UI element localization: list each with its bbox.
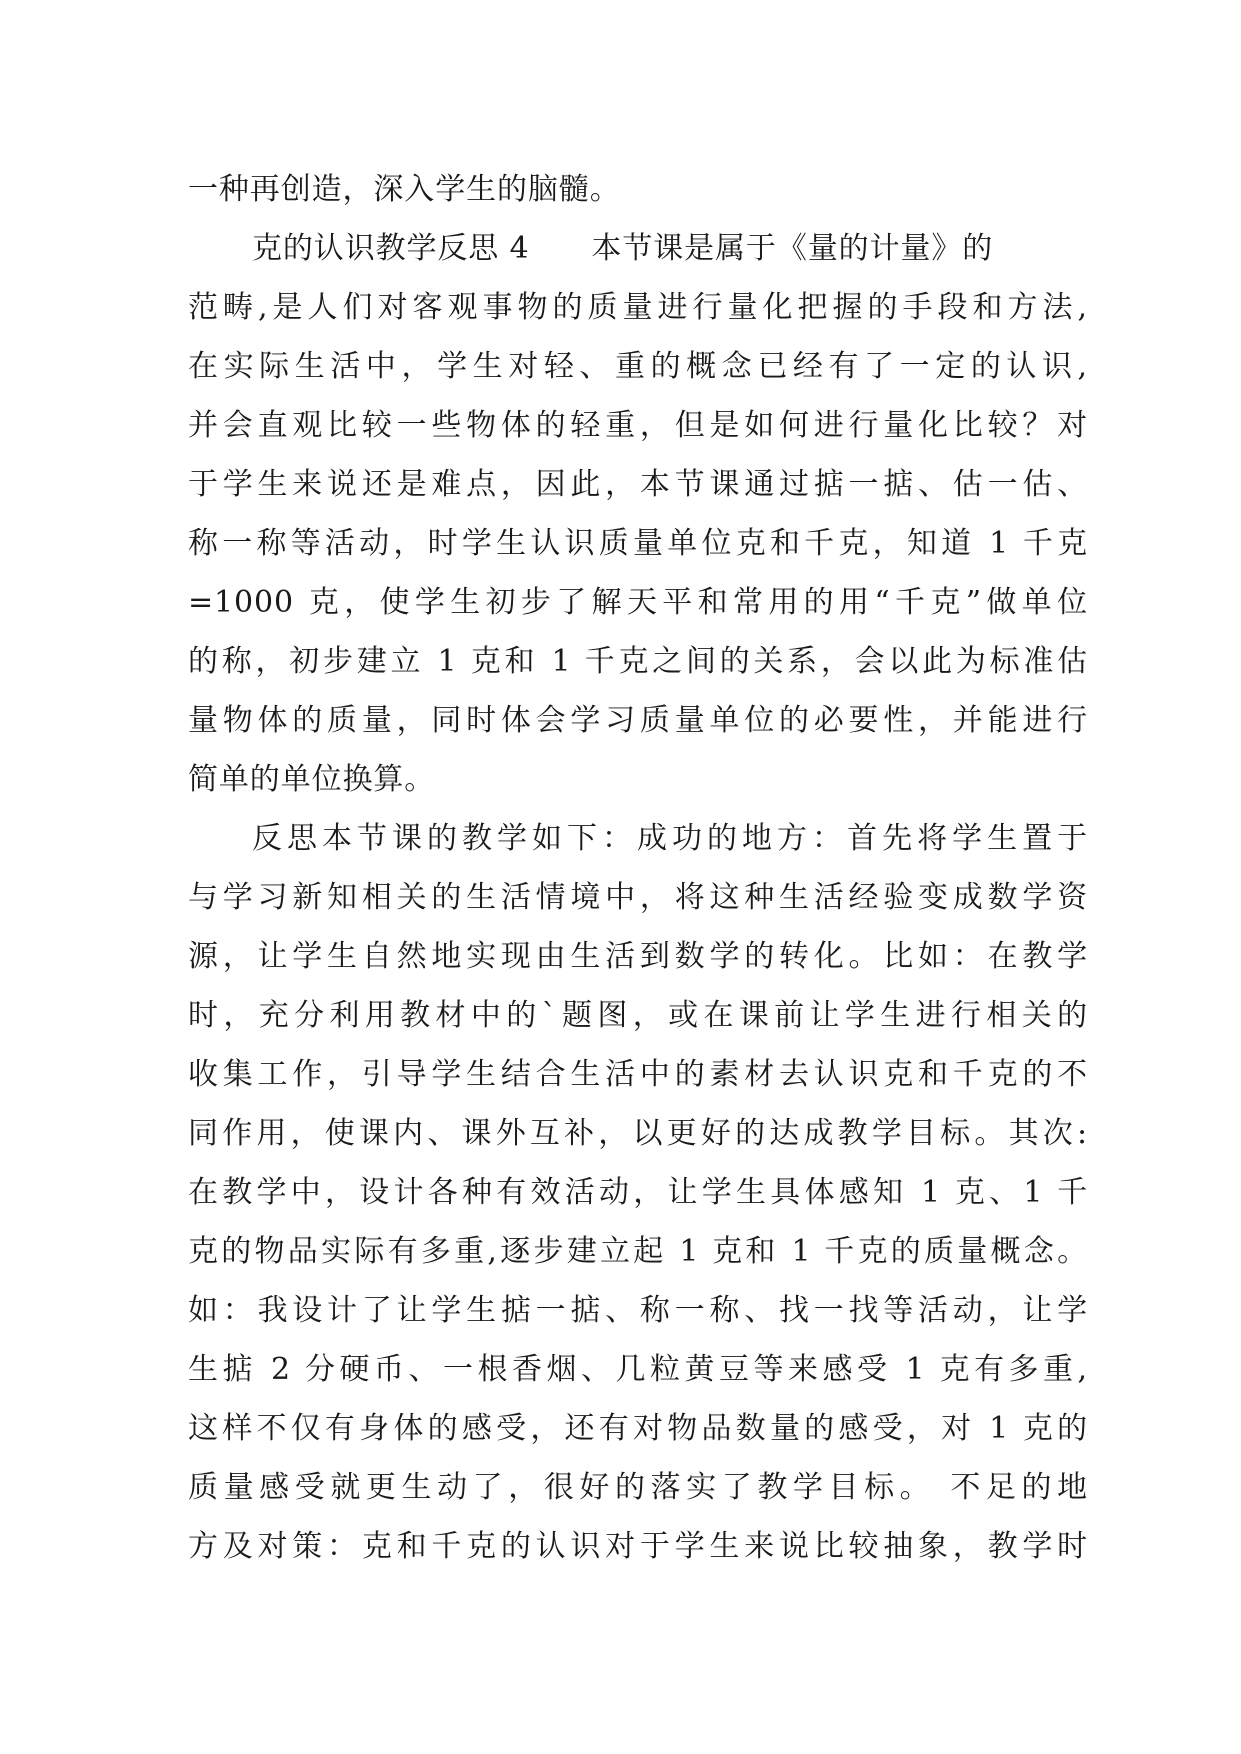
text-line: 生掂 2 分硬币、一根香烟、几粒黄豆等来感受 1 克有多重, xyxy=(188,1352,1088,1387)
text-line: 并会直观比较一些物体的轻重，但是如何进行量化比较？对 xyxy=(188,408,1088,443)
text-line: 在实际生活中，学生对轻、重的概念已经有了一定的认识, xyxy=(188,349,1088,384)
text-line: 时，充分利用教材中的`题图，或在课前让学生进行相关的 xyxy=(188,998,1088,1033)
text-line: 与学习新知相关的生活情境中，将这种生活经验变成数学资 xyxy=(188,880,1088,915)
text-line: 收集工作，引导学生结合生活中的素材去认识克和千克的不 xyxy=(188,1057,1088,1092)
section-heading-line: 克的认识教学反思 4 本节课是属于《量的计量》的 xyxy=(252,231,994,266)
text-line: 量物体的质量，同时体会学习质量单位的必要性，并能进行 xyxy=(188,703,1088,738)
text-line: 简单的单位换算。 xyxy=(188,762,436,797)
text-line: 的称，初步建立 1 克和 1 千克之间的关系，会以此为标准估 xyxy=(188,644,1088,679)
text-line: 质量感受就更生动了，很好的落实了教学目标。 不足的地 xyxy=(188,1470,1088,1505)
text-line: 一种再创造，深入学生的脑髓。 xyxy=(188,172,621,207)
paragraph-first-line: 反思本节课的教学如下：成功的地方：首先将学生置于 xyxy=(252,821,1088,856)
text-line: 如：我设计了让学生掂一掂、称一称、找一找等活动，让学 xyxy=(188,1293,1088,1328)
text-line: 于学生来说还是难点，因此，本节课通过掂一掂、估一估、 xyxy=(188,467,1088,502)
text-line: 同作用，使课内、课外互补，以更好的达成教学目标。其次: xyxy=(188,1116,1088,1151)
text-line: 称一称等活动，时学生认识质量单位克和千克，知道 1 千克 xyxy=(188,526,1088,561)
body-text xyxy=(188,160,1088,1576)
text-line: 在教学中，设计各种有效活动，让学生具体感知 1 克、1 千 xyxy=(188,1175,1088,1210)
text-line: 克的物品实际有多重,逐步建立起 1 克和 1 千克的质量概念。 xyxy=(188,1234,1088,1269)
text-line: 范畴,是人们对客观事物的质量进行量化把握的手段和方法, xyxy=(188,290,1088,325)
text-line: 源，让学生自然地实现由生活到数学的转化。比如：在教学 xyxy=(188,939,1088,974)
text-line: 这样不仅有身体的感受，还有对物品数量的感受，对 1 克的 xyxy=(188,1411,1088,1446)
text-line: 方及对策：克和千克的认识对于学生来说比较抽象，教学时 xyxy=(188,1529,1088,1564)
text-line: =1000 克，使学生初步了解天平和常用的用“千克”做单位 xyxy=(188,585,1088,620)
